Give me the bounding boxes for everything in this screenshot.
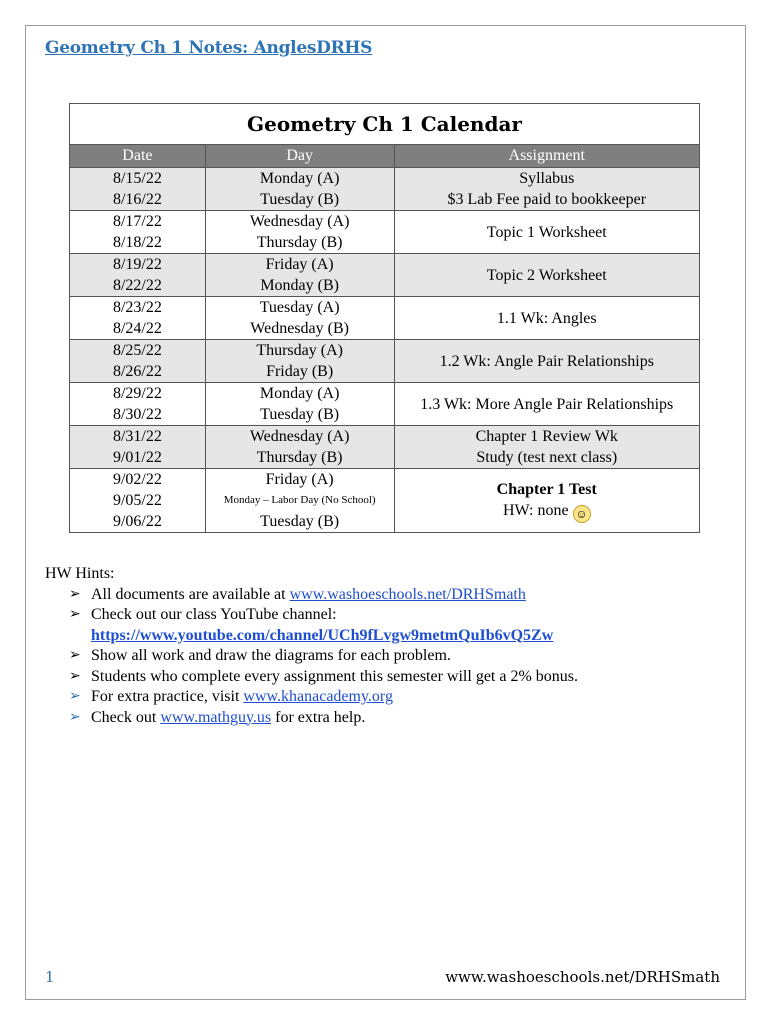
- youtube-channel-link[interactable]: https://www.youtube.com/channel/UCh9fLvgw9metmQuIb6vQ5Zw: [91, 626, 554, 644]
- arrow-bullet-icon: ➢: [69, 709, 81, 725]
- assignment: Topic 2 Worksheet: [486, 266, 607, 284]
- hw-hints: [45, 564, 578, 728]
- day-cell: [205, 211, 394, 254]
- arrow-bullet-icon: ➢: [69, 668, 81, 684]
- day-cell: [205, 340, 394, 383]
- day-cell: [205, 297, 394, 340]
- assignment-cell: [394, 469, 700, 533]
- list-item: ➢ Students who complete every assignment this semester will get a 2% bonus.: [69, 667, 578, 688]
- day: Monday (A): [259, 385, 340, 402]
- list-item: ➢ For extra practice, visit www.khanacademy.org: [69, 687, 578, 708]
- day: Tuesday (B): [260, 513, 340, 530]
- column-header-day: Day: [205, 145, 394, 168]
- column-header-date: Date: [70, 145, 206, 168]
- smiley-face-icon: ☺: [573, 505, 591, 523]
- date-cell: [70, 211, 206, 254]
- date-cell: [70, 168, 206, 211]
- day-cell: [205, 469, 394, 533]
- table-row: [70, 211, 700, 254]
- table-row: [70, 168, 700, 211]
- table-row: [70, 254, 700, 297]
- date: 8/23/22: [112, 299, 162, 316]
- date: 8/16/22: [112, 191, 162, 208]
- drhs-math-link[interactable]: www.washoeschools.net/DRHSmath: [289, 585, 526, 603]
- date: 8/19/22: [112, 256, 162, 273]
- day: Wednesday (B): [250, 320, 349, 337]
- day: Thursday (A): [256, 342, 343, 359]
- date: 8/29/22: [112, 385, 162, 402]
- arrow-bullet-icon: ➢: [69, 648, 81, 663]
- date: 8/31/22: [112, 428, 162, 445]
- assignment: Chapter 1 Test: [496, 480, 597, 498]
- list-item: ➢ Show all work and draw the diagrams for each problem.: [69, 646, 578, 667]
- day: Thursday (B): [256, 234, 343, 251]
- column-header-assignment: Assignment: [394, 145, 700, 168]
- assignment-cell: [394, 211, 700, 254]
- day: Tuesday (B): [260, 406, 340, 423]
- assignment: Topic 1 Worksheet: [486, 223, 607, 241]
- mathguy-link[interactable]: www.mathguy.us: [160, 708, 272, 726]
- day-cell: [205, 383, 394, 426]
- date-cell: [70, 340, 206, 383]
- assignment: 1.1 Wk: Angles: [496, 309, 597, 327]
- date: 8/22/22: [112, 277, 162, 294]
- calendar-table: [69, 103, 700, 533]
- day-cell: [205, 426, 394, 469]
- date: 9/01/22: [112, 449, 162, 466]
- assignment: HW: none: [502, 501, 569, 519]
- date: 9/02/22: [112, 471, 162, 488]
- arrow-bullet-icon: ➢: [69, 586, 81, 602]
- list-item: ➢ Check out www.mathguy.us for extra help.: [69, 708, 578, 729]
- footer-url: www.washoeschools.net/DRHSmath: [445, 968, 720, 986]
- date-cell: [70, 426, 206, 469]
- date: 9/06/22: [112, 513, 162, 530]
- assignment-cell: [394, 168, 700, 211]
- date: 8/18/22: [112, 234, 162, 251]
- date-cell: [70, 469, 206, 533]
- date: 8/25/22: [112, 342, 162, 359]
- date: 8/24/22: [112, 320, 162, 337]
- day: Tuesday (A): [259, 299, 340, 316]
- khan-academy-link[interactable]: www.khanacademy.org: [243, 688, 393, 705]
- table-row: [70, 383, 700, 426]
- day-cell: [205, 254, 394, 297]
- hints-list: [45, 585, 578, 729]
- date-cell: [70, 297, 206, 340]
- table-row: [70, 297, 700, 340]
- day: Monday (A): [259, 170, 340, 187]
- list-item: ➢ Check out our class YouTube channel: https://www.youtube.com/channel/UCh9fLvgw9metmQuIb6vQ5Zw: [69, 606, 554, 644]
- assignment: Syllabus: [519, 170, 575, 187]
- assignment-cell: [394, 254, 700, 297]
- day: Wednesday (A): [249, 428, 350, 445]
- day: Friday (A): [265, 256, 334, 273]
- day: Thursday (B): [256, 449, 343, 466]
- assignment-cell: [394, 297, 700, 340]
- date: 8/26/22: [112, 363, 162, 380]
- list-item: ➢ All documents are available at www.washoeschools.net/DRHSmath: [69, 585, 578, 606]
- day: Friday (B): [266, 363, 334, 380]
- assignment-cell: [394, 383, 700, 426]
- day: Monday (B): [260, 277, 339, 294]
- day: Tuesday (B): [260, 191, 340, 208]
- day: Monday – Labor Day (No School): [223, 494, 376, 506]
- assignment-cell: [394, 340, 700, 383]
- assignment: 1.2 Wk: Angle Pair Relationships: [439, 352, 654, 370]
- date: 8/17/22: [112, 213, 162, 230]
- assignment: 1.3 Wk: More Angle Pair Relationships: [420, 395, 674, 413]
- day-cell: [205, 168, 394, 211]
- arrow-bullet-icon: ➢: [69, 607, 81, 622]
- date: 8/30/22: [112, 406, 162, 423]
- page-number: 1: [45, 968, 55, 986]
- date: 8/15/22: [112, 170, 162, 187]
- table-row: [70, 340, 700, 383]
- table-row: [70, 426, 700, 469]
- calendar-title: Geometry Ch 1 Calendar: [70, 104, 700, 145]
- date-cell: [70, 383, 206, 426]
- assignment: Study (test next class): [476, 449, 618, 466]
- document-title: Geometry Ch 1 Notes: AnglesDRHS: [45, 38, 373, 58]
- date: 9/05/22: [112, 492, 162, 509]
- assignment-cell: [394, 426, 700, 469]
- day: Friday (A): [265, 471, 334, 488]
- table-row: [70, 469, 700, 533]
- assignment: $3 Lab Fee paid to bookkeeper: [447, 191, 647, 208]
- assignment: Chapter 1 Review Wk: [475, 428, 618, 445]
- day: Wednesday (A): [249, 213, 350, 230]
- date-cell: [70, 254, 206, 297]
- hints-heading: HW Hints:: [45, 565, 115, 582]
- arrow-bullet-icon: ➢: [69, 689, 81, 704]
